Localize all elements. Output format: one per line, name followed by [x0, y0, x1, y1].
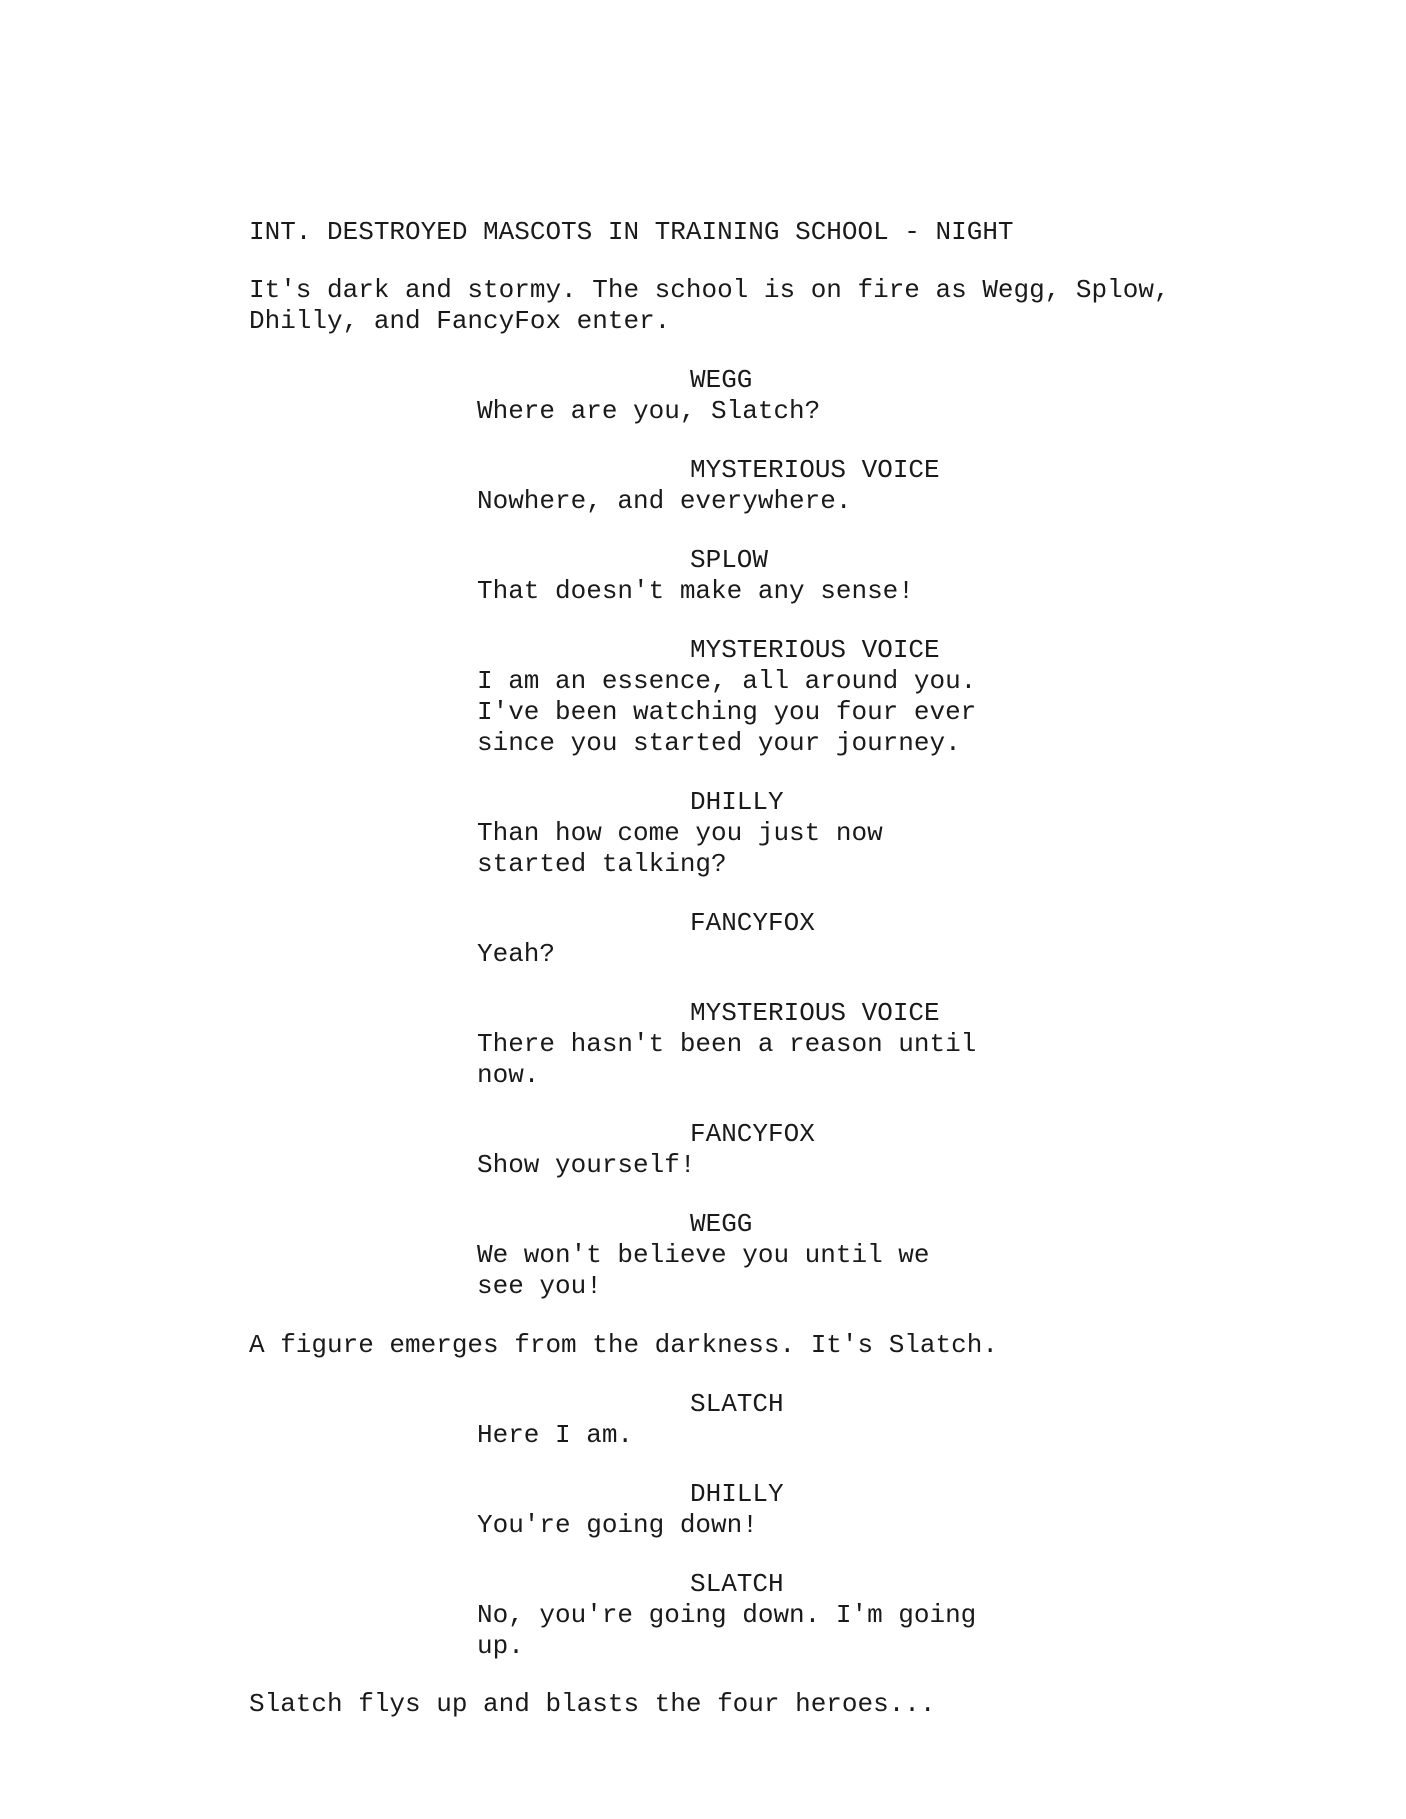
character-name: FANCYFOX [690, 908, 815, 938]
dialogue-line: Yeah? [477, 939, 556, 969]
character-name: SLATCH [690, 1569, 784, 1599]
dialogue-line: You're going down! [477, 1510, 758, 1540]
action-line: It's dark and stormy. The school is on fire as Wegg, Splow, [249, 275, 1170, 305]
dialogue-line: Here I am. [477, 1420, 634, 1450]
character-name: DHILLY [690, 787, 784, 817]
dialogue-line: I've been watching you four ever [477, 697, 977, 727]
dialogue-line: up. [477, 1631, 524, 1661]
character-name: MYSTERIOUS VOICE [690, 998, 940, 1028]
dialogue-line: now. [477, 1060, 540, 1090]
dialogue-line: Where are you, Slatch? [477, 396, 821, 426]
character-name: WEGG [690, 1209, 753, 1239]
character-name: SPLOW [690, 545, 769, 575]
action-line: Dhilly, and FancyFox enter. [249, 306, 671, 336]
dialogue-line: Than how come you just now [477, 818, 883, 848]
character-name: FANCYFOX [690, 1119, 815, 1149]
dialogue-line: see you! [477, 1271, 602, 1301]
dialogue-line: We won't believe you until we [477, 1240, 930, 1270]
dialogue-line: Show yourself! [477, 1150, 696, 1180]
dialogue-line: I am an essence, all around you. [477, 666, 977, 696]
dialogue-line: started talking? [477, 849, 727, 879]
character-name: MYSTERIOUS VOICE [690, 635, 940, 665]
scene-heading: INT. DESTROYED MASCOTS IN TRAINING SCHOOL - NIGHT [249, 217, 1014, 247]
dialogue-line: Nowhere, and everywhere. [477, 486, 852, 516]
character-name: SLATCH [690, 1389, 784, 1419]
dialogue-line: No, you're going down. I'm going [477, 1600, 977, 1630]
character-name: MYSTERIOUS VOICE [690, 455, 940, 485]
dialogue-line: There hasn't been a reason until [477, 1029, 977, 1059]
character-name: DHILLY [690, 1479, 784, 1509]
action-line: A figure emerges from the darkness. It's Slatch. [249, 1330, 998, 1360]
dialogue-line: That doesn't make any sense! [477, 576, 914, 606]
character-name: WEGG [690, 365, 753, 395]
dialogue-line: since you started your journey. [477, 728, 961, 758]
action-line: Slatch flys up and blasts the four heroes... [249, 1689, 936, 1719]
